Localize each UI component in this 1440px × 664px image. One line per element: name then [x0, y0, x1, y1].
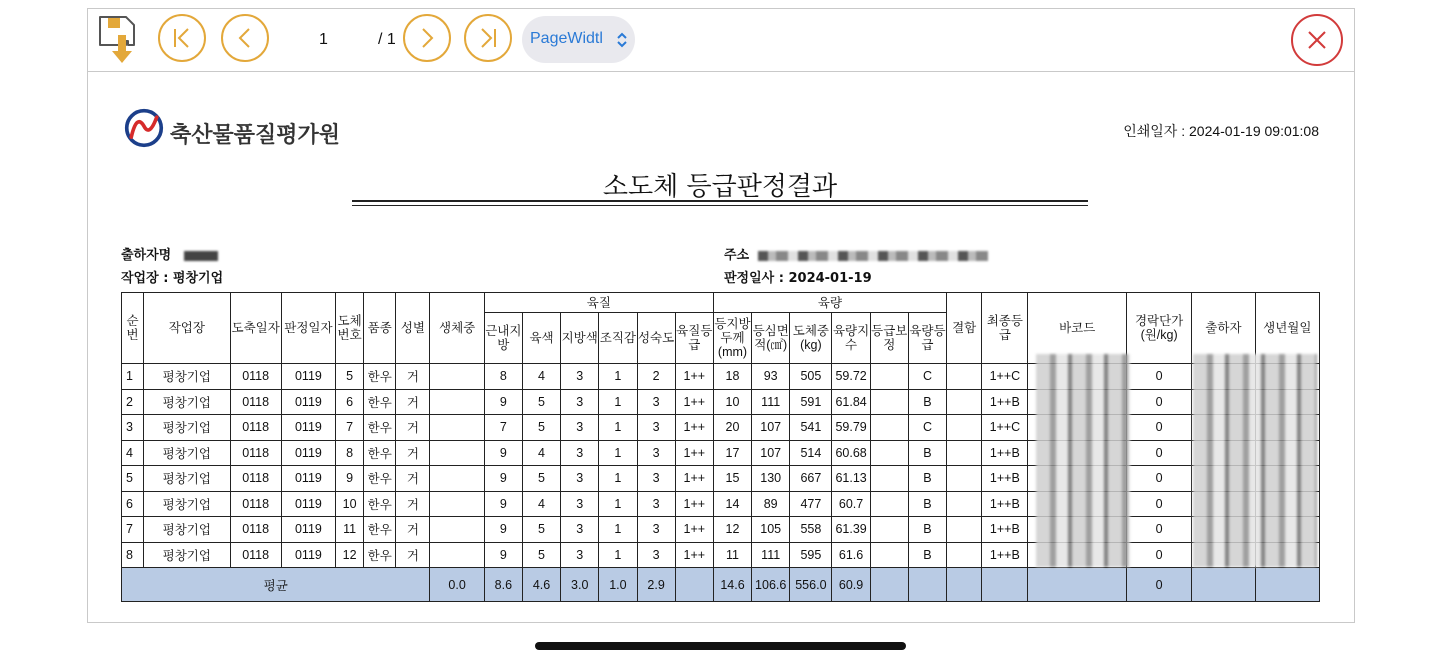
header-carcass-weight: 도체중(kg) [790, 313, 832, 364]
cell-final: 1++C [982, 415, 1028, 441]
cell-defect [947, 415, 982, 441]
average-color: 4.6 [522, 568, 560, 602]
cell-defect [947, 542, 982, 568]
cell-seq: 5 [122, 466, 144, 492]
cell-texture: 1 [599, 415, 637, 441]
cell-live [430, 364, 484, 390]
cell-marbling: 9 [484, 440, 522, 466]
average-price: 0 [1126, 568, 1191, 602]
zoom-select[interactable] [522, 16, 635, 63]
cell-marbling: 9 [484, 466, 522, 492]
report-page [88, 72, 1354, 622]
cell-backfat: 15 [713, 466, 751, 492]
cell-weight: 667 [790, 466, 832, 492]
cell-sex: 거 [396, 440, 430, 466]
cell-seq: 6 [122, 491, 144, 517]
cell-maturity: 3 [637, 517, 675, 543]
average-area: 106.6 [752, 568, 790, 602]
cell-backfat: 12 [713, 517, 751, 543]
address-label: 주소 [724, 248, 750, 263]
prev-page-icon [223, 16, 267, 60]
cell-color: 5 [522, 517, 560, 543]
cell-defect [947, 466, 982, 492]
cell-final: 1++B [982, 440, 1028, 466]
cell-color: 5 [522, 542, 560, 568]
cell-judge: 0119 [281, 517, 335, 543]
cell-yindex: 61.39 [832, 517, 870, 543]
cell-price: 0 [1126, 466, 1191, 492]
average-empty-cell [947, 568, 982, 602]
cell-carcass: 8 [336, 440, 364, 466]
average-live: 0.0 [430, 568, 484, 602]
cell-price: 0 [1126, 415, 1191, 441]
average-backfat: 14.6 [713, 568, 751, 602]
cell-maturity: 3 [637, 389, 675, 415]
header-defect: 결함 [947, 293, 982, 364]
cell-breed: 한우 [364, 364, 396, 390]
average-empty-cell [982, 568, 1028, 602]
cell-color: 4 [522, 364, 560, 390]
cell-final: 1++B [982, 466, 1028, 492]
next-page-icon [405, 16, 449, 60]
cell-qgrade: 1++ [675, 364, 713, 390]
average-fat: 3.0 [561, 568, 599, 602]
cell-qgrade: 1++ [675, 517, 713, 543]
cell-maturity: 3 [637, 466, 675, 492]
average-empty-cell [1028, 568, 1126, 602]
cell-sex: 거 [396, 542, 430, 568]
redacted-address [758, 251, 988, 261]
cell-breed: 한우 [364, 491, 396, 517]
cell-judge: 0119 [281, 364, 335, 390]
average-row [122, 568, 1320, 602]
cell-slaughter: 0118 [230, 415, 281, 441]
cell-seq: 4 [122, 440, 144, 466]
cell-fat: 3 [561, 466, 599, 492]
header-slaughter-date: 도축일자 [230, 293, 281, 364]
last-page-button[interactable] [464, 14, 512, 62]
org-name: 축산물품질평가원 [170, 123, 341, 148]
cell-weight: 477 [790, 491, 832, 517]
document-title: 소도체 등급판정결과 [602, 172, 838, 202]
cell-slaughter: 0118 [230, 542, 281, 568]
cell-price: 0 [1126, 364, 1191, 390]
cell-backfat: 14 [713, 491, 751, 517]
header-group-meat-yield: 육량 [713, 293, 946, 313]
cell-seq: 7 [122, 517, 144, 543]
cell-defect [947, 517, 982, 543]
cell-maturity: 3 [637, 440, 675, 466]
cell-qgrade: 1++ [675, 542, 713, 568]
cell-carcass: 9 [336, 466, 364, 492]
table-row [122, 389, 1320, 415]
cell-slaughter: 0118 [230, 440, 281, 466]
cell-seq: 8 [122, 542, 144, 568]
cell-backfat: 10 [713, 389, 751, 415]
cell-slaughter: 0118 [230, 491, 281, 517]
title-underline-thin [352, 205, 1088, 206]
average-texture: 1.0 [599, 568, 637, 602]
cell-area: 130 [752, 466, 790, 492]
cell-price: 0 [1126, 491, 1191, 517]
redacted-shipper [184, 251, 218, 261]
cell-ygrade: C [908, 415, 946, 441]
header-seq: 순번 [122, 293, 144, 364]
header-group-meat-quality: 육질 [484, 293, 713, 313]
header-backfat: 등지방두께(mm) [713, 313, 751, 364]
cell-judge: 0119 [281, 466, 335, 492]
cell-live [430, 491, 484, 517]
cell-qgrade: 1++ [675, 491, 713, 517]
cell-yindex: 61.6 [832, 542, 870, 568]
header-marbling: 근내지방 [484, 313, 522, 364]
cell-final: 1++C [982, 364, 1028, 390]
cell-texture: 1 [599, 491, 637, 517]
cell-backfat: 11 [713, 542, 751, 568]
average-yindex: 60.9 [832, 568, 870, 602]
cell-color: 5 [522, 389, 560, 415]
save-download-icon [96, 13, 150, 67]
cell-live [430, 389, 484, 415]
cell-adjust [870, 415, 908, 441]
cell-final: 1++B [982, 542, 1028, 568]
table-row [122, 415, 1320, 441]
cell-breed: 한우 [364, 466, 396, 492]
zoom-select-value: PageWidtl [530, 30, 603, 47]
cell-breed: 한우 [364, 415, 396, 441]
cell-qgrade: 1++ [675, 389, 713, 415]
average-empty-cell [1255, 568, 1319, 602]
cell-carcass: 12 [336, 542, 364, 568]
redacted-shipper-birthdate [1193, 354, 1317, 567]
cell-carcass: 11 [336, 517, 364, 543]
cell-final: 1++B [982, 517, 1028, 543]
cell-fat: 3 [561, 364, 599, 390]
cell-marbling: 9 [484, 517, 522, 543]
cell-carcass: 6 [336, 389, 364, 415]
table-row [122, 364, 1320, 390]
header-meat-color: 육색 [522, 313, 560, 364]
home-indicator[interactable] [535, 642, 906, 650]
cell-judge: 0119 [281, 389, 335, 415]
cell-maturity: 3 [637, 415, 675, 441]
cell-judge: 0119 [281, 415, 335, 441]
header-fat-color: 지방색 [561, 313, 599, 364]
table-row [122, 466, 1320, 492]
header-live-weight: 생체중 [430, 293, 484, 364]
cell-defect [947, 440, 982, 466]
header-auction-price: 경락단가(원/kg) [1126, 293, 1191, 364]
cell-fat: 3 [561, 491, 599, 517]
cell-weight: 514 [790, 440, 832, 466]
cell-breed: 한우 [364, 440, 396, 466]
close-icon [1293, 16, 1341, 64]
cell-slaughter: 0118 [230, 517, 281, 543]
judge-date-info: 판정일사 : 2024-01-19 [724, 271, 872, 286]
cell-texture: 1 [599, 364, 637, 390]
cell-area: 111 [752, 389, 790, 415]
cell-slaughter: 0118 [230, 466, 281, 492]
average-weight: 556.0 [790, 568, 832, 602]
cell-weight: 541 [790, 415, 832, 441]
cell-yindex: 60.68 [832, 440, 870, 466]
cell-defect [947, 364, 982, 390]
cell-adjust [870, 389, 908, 415]
cell-area: 111 [752, 542, 790, 568]
cell-color: 4 [522, 440, 560, 466]
cell-sex: 거 [396, 466, 430, 492]
table-row [122, 517, 1320, 543]
header-shipper: 출하자 [1192, 293, 1255, 364]
header-carcass-no: 도체번호 [336, 293, 364, 364]
cell-seq: 3 [122, 415, 144, 441]
cell-ygrade: B [908, 466, 946, 492]
title-underline [352, 200, 1088, 202]
cell-weight: 558 [790, 517, 832, 543]
cell-fat: 3 [561, 517, 599, 543]
cell-fat: 3 [561, 440, 599, 466]
cell-area: 89 [752, 491, 790, 517]
cell-yindex: 59.79 [832, 415, 870, 441]
header-rib-eye-area: 등심면적(㎠) [752, 313, 790, 364]
last-page-icon [466, 16, 510, 60]
cell-seq: 1 [122, 364, 144, 390]
cell-sex: 거 [396, 517, 430, 543]
cell-breed: 한우 [364, 389, 396, 415]
cell-backfat: 18 [713, 364, 751, 390]
average-empty-cell [1192, 568, 1255, 602]
cell-marbling: 9 [484, 389, 522, 415]
header-judge-date: 판정일자 [281, 293, 335, 364]
average-empty-cell [675, 568, 713, 602]
cell-price: 0 [1126, 517, 1191, 543]
cell-area: 107 [752, 440, 790, 466]
address-info [724, 244, 988, 263]
total-pages: / 1 [378, 31, 396, 48]
cell-area: 93 [752, 364, 790, 390]
header-birth-date: 생년월일 [1255, 293, 1319, 364]
header-texture: 조직감 [599, 313, 637, 364]
cell-color: 5 [522, 415, 560, 441]
cell-ygrade: B [908, 491, 946, 517]
cell-carcass: 5 [336, 364, 364, 390]
header-yield-index: 육량지수 [832, 313, 870, 364]
cell-adjust [870, 517, 908, 543]
cell-yindex: 61.84 [832, 389, 870, 415]
current-page-input[interactable]: 1 [319, 31, 328, 48]
cell-workplace: 평창기업 [144, 389, 230, 415]
cell-workplace: 평창기업 [144, 466, 230, 492]
table-row [122, 542, 1320, 568]
cell-adjust [870, 364, 908, 390]
cell-workplace: 평창기업 [144, 542, 230, 568]
header-barcode: 바코드 [1028, 293, 1126, 364]
cell-price: 0 [1126, 440, 1191, 466]
cell-carcass: 7 [336, 415, 364, 441]
cell-weight: 595 [790, 542, 832, 568]
cell-judge: 0119 [281, 440, 335, 466]
cell-defect [947, 389, 982, 415]
table-row [122, 440, 1320, 466]
average-maturity: 2.9 [637, 568, 675, 602]
cell-texture: 1 [599, 517, 637, 543]
cell-final: 1++B [982, 389, 1028, 415]
header-sex: 성별 [396, 293, 430, 364]
header-breed: 품종 [364, 293, 396, 364]
cell-fat: 3 [561, 389, 599, 415]
cell-seq: 2 [122, 389, 144, 415]
cell-workplace: 평창기업 [144, 517, 230, 543]
cell-adjust [870, 491, 908, 517]
header-maturity: 성숙도 [637, 313, 675, 364]
cell-slaughter: 0118 [230, 389, 281, 415]
cell-maturity: 2 [637, 364, 675, 390]
cell-marbling: 7 [484, 415, 522, 441]
average-empty-cell [870, 568, 908, 602]
cell-backfat: 20 [713, 415, 751, 441]
cell-area: 105 [752, 517, 790, 543]
cell-ygrade: B [908, 440, 946, 466]
cell-judge: 0119 [281, 491, 335, 517]
report-viewer [87, 8, 1355, 623]
cell-sex: 거 [396, 364, 430, 390]
cell-maturity: 3 [637, 542, 675, 568]
cell-price: 0 [1126, 389, 1191, 415]
cell-yindex: 60.7 [832, 491, 870, 517]
cell-marbling: 8 [484, 364, 522, 390]
print-date: 인쇄일자 : 2024-01-19 09:01:08 [1123, 123, 1319, 139]
cell-ygrade: B [908, 542, 946, 568]
cell-slaughter: 0118 [230, 364, 281, 390]
cell-weight: 591 [790, 389, 832, 415]
cell-final: 1++B [982, 491, 1028, 517]
header-quality-grade: 육질등급 [675, 313, 713, 364]
cell-maturity: 3 [637, 491, 675, 517]
org-logo [122, 108, 166, 148]
cell-breed: 한우 [364, 542, 396, 568]
cell-adjust [870, 542, 908, 568]
cell-breed: 한우 [364, 517, 396, 543]
cell-workplace: 평창기업 [144, 440, 230, 466]
cell-fat: 3 [561, 542, 599, 568]
cell-sex: 거 [396, 491, 430, 517]
cell-texture: 1 [599, 440, 637, 466]
cell-backfat: 17 [713, 440, 751, 466]
cell-color: 4 [522, 491, 560, 517]
cell-live [430, 466, 484, 492]
cell-yindex: 59.72 [832, 364, 870, 390]
cell-workplace: 평창기업 [144, 415, 230, 441]
first-page-icon [160, 16, 204, 60]
cell-marbling: 9 [484, 491, 522, 517]
cell-texture: 1 [599, 542, 637, 568]
cell-qgrade: 1++ [675, 415, 713, 441]
cell-carcass: 10 [336, 491, 364, 517]
cell-qgrade: 1++ [675, 440, 713, 466]
cell-qgrade: 1++ [675, 466, 713, 492]
shipper-info [121, 244, 218, 263]
average-label: 평균 [122, 568, 430, 602]
cell-color: 5 [522, 466, 560, 492]
cell-adjust [870, 466, 908, 492]
redacted-barcode [1036, 354, 1130, 567]
header-final-grade: 최종등급 [982, 293, 1028, 364]
cell-live [430, 517, 484, 543]
workplace-info: 작업장 : 평창기업 [121, 271, 224, 286]
cell-texture: 1 [599, 466, 637, 492]
next-page-button[interactable] [403, 14, 451, 62]
cell-marbling: 9 [484, 542, 522, 568]
cell-fat: 3 [561, 415, 599, 441]
cell-defect [947, 491, 982, 517]
cell-texture: 1 [599, 389, 637, 415]
cell-live [430, 415, 484, 441]
average-empty-cell [908, 568, 946, 602]
cell-sex: 거 [396, 389, 430, 415]
header-grade-adjust: 등급보정 [870, 313, 908, 364]
grading-table-body [122, 364, 1320, 602]
cell-adjust [870, 440, 908, 466]
average-marbling: 8.6 [484, 568, 522, 602]
shipper-label: 출하자명 [121, 248, 172, 263]
prev-page-button[interactable] [221, 14, 269, 62]
cell-ygrade: B [908, 517, 946, 543]
cell-ygrade: C [908, 364, 946, 390]
cell-judge: 0119 [281, 542, 335, 568]
cell-live [430, 440, 484, 466]
first-page-button[interactable] [158, 14, 206, 62]
cell-weight: 505 [790, 364, 832, 390]
cell-yindex: 61.13 [832, 466, 870, 492]
cell-workplace: 평창기업 [144, 364, 230, 390]
grading-table [121, 292, 1320, 602]
close-button[interactable] [1291, 14, 1343, 66]
header-yield-grade: 육량등급 [908, 313, 946, 364]
header-workplace: 작업장 [144, 293, 230, 364]
cell-ygrade: B [908, 389, 946, 415]
cell-price: 0 [1126, 542, 1191, 568]
viewer-toolbar [88, 9, 1354, 72]
cell-area: 107 [752, 415, 790, 441]
cell-live [430, 542, 484, 568]
cell-sex: 거 [396, 415, 430, 441]
save-button[interactable] [96, 13, 150, 67]
table-row [122, 491, 1320, 517]
cell-workplace: 평창기업 [144, 491, 230, 517]
updown-chevron-icon [615, 31, 629, 49]
